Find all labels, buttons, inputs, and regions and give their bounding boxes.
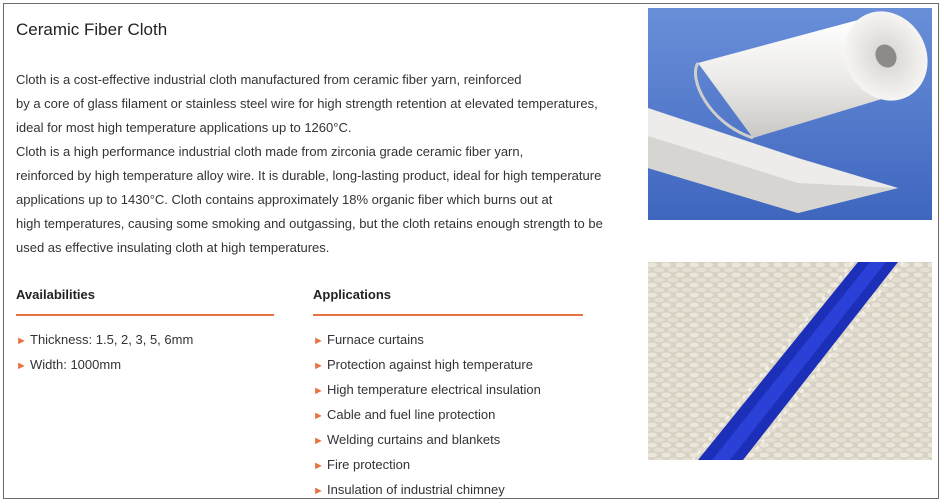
list-item	[16, 328, 274, 353]
applications-heading: Applications	[313, 287, 392, 302]
bullet-arrow-icon: ►	[313, 410, 324, 422]
bullet-arrow-icon: ►	[313, 385, 324, 397]
description-line: high temperatures, causing some smoking and outgassing, but the cloth retains enough strength to be	[16, 216, 603, 231]
description-line: applications up to 1430°C. Cloth contains approximately 18% organic fiber which burns out at	[16, 192, 553, 207]
description-line: reinforced by high temperature alloy wire. It is durable, long-lasting product, ideal for high temperature	[16, 168, 602, 183]
list-item-text: High temperature electrical insulation	[327, 382, 541, 397]
product-description	[16, 68, 636, 260]
bullet-arrow-icon: ►	[16, 335, 27, 347]
list-item	[313, 353, 583, 378]
bullet-arrow-icon: ►	[313, 435, 324, 447]
bullet-arrow-icon: ►	[16, 360, 27, 372]
bullet-arrow-icon: ►	[313, 460, 324, 472]
list-item-text: Protection against high temperature	[327, 357, 533, 372]
section-divider	[313, 314, 583, 316]
bullet-arrow-icon: ►	[313, 335, 324, 347]
cloth-roll-illustration	[648, 8, 932, 220]
description-line: used as effective insulating cloth at high temperatures.	[16, 240, 330, 255]
description-line: Cloth is a high performance industrial cloth made from zirconia grade ceramic fiber yarn,	[16, 144, 524, 159]
list-item	[313, 328, 583, 353]
bullet-arrow-icon: ►	[313, 360, 324, 372]
applications-list	[313, 328, 583, 503]
list-item	[16, 353, 274, 378]
availabilities-section	[16, 284, 274, 378]
list-item	[313, 403, 583, 428]
applications-section	[313, 284, 583, 503]
list-item-text: Thickness: 1.5, 2, 3, 5, 6mm	[30, 332, 194, 347]
description-line: Cloth is a cost-effective industrial cloth manufactured from ceramic fiber yarn, reinforced	[16, 72, 522, 87]
availabilities-heading: Availabilities	[16, 287, 95, 302]
list-item-text: Cable and fuel line protection	[327, 407, 496, 422]
cloth-weave-closeup-photo	[648, 262, 932, 460]
list-item-text: Width: 1000mm	[30, 357, 122, 372]
description-line: ideal for most high temperature applications up to 1260°C.	[16, 120, 352, 135]
section-divider	[16, 314, 274, 316]
list-item	[313, 378, 583, 403]
description-line: by a core of glass filament or stainless steel wire for high strength retention at elevated temperatures,	[16, 96, 598, 111]
page-title: Ceramic Fiber Cloth	[16, 20, 168, 39]
availabilities-list	[16, 328, 274, 378]
list-item	[313, 453, 583, 478]
cloth-roll-photo	[648, 8, 932, 220]
list-item-text: Welding curtains and blankets	[327, 432, 501, 447]
list-item	[313, 478, 583, 503]
list-item-text: Fire protection	[327, 457, 411, 472]
list-item-text: Insulation of industrial chimney	[327, 482, 505, 497]
bullet-arrow-icon: ►	[313, 485, 324, 497]
list-item-text: Furnace curtains	[327, 332, 424, 347]
list-item	[313, 428, 583, 453]
cloth-weave-illustration	[648, 262, 932, 460]
